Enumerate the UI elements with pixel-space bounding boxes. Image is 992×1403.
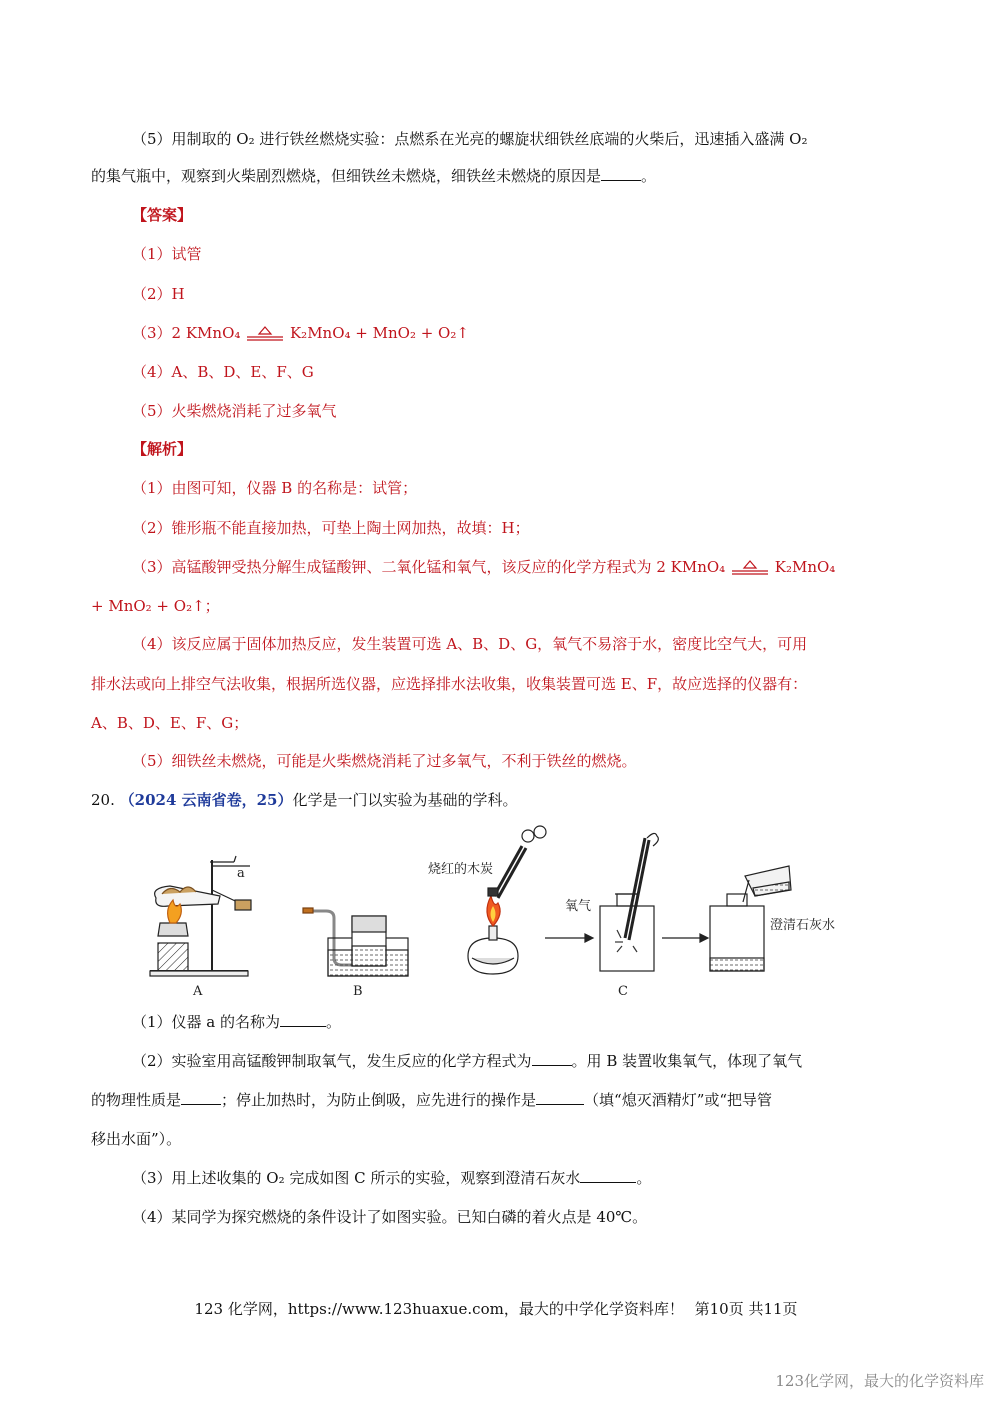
page-footer bbox=[0, 1298, 992, 1319]
analysis-3-line2: + MnO₂ + O₂↑； bbox=[91, 597, 220, 615]
heating-condition-icon bbox=[730, 559, 770, 577]
q20-sub2-line2 bbox=[91, 1089, 904, 1111]
q19-part5-line2 bbox=[91, 165, 904, 187]
q20-sub3-text: （3）用上述收集的 O₂ 完成如图 C 所示的实验，观察到澄清石灰水 bbox=[132, 1169, 581, 1187]
analysis-4-line3: A、B、D、E、F、G； bbox=[91, 714, 249, 732]
analysis-3-rhs: K₂MnO₄ bbox=[774, 558, 836, 576]
caption-a: A bbox=[193, 984, 203, 999]
apparatus-drawing bbox=[140, 818, 860, 1003]
analysis-2: （2）锥形瓶不能直接加热，可垫上陶土网加热，故填：H； bbox=[132, 519, 530, 537]
q20-sub2-line1 bbox=[132, 1050, 904, 1072]
punct: 。 bbox=[636, 1169, 652, 1187]
q20-sub2-text-d: ；停止加热时，为防止倒吸，应先进行的操作是 bbox=[221, 1091, 537, 1109]
apparatus-c-burner bbox=[468, 826, 546, 974]
arrow-2 bbox=[662, 934, 708, 942]
answer-2: （2）H bbox=[132, 285, 185, 303]
q19-part5-text: 的集气瓶中，观察到火柴剧烈燃烧，但细铁丝未燃烧，细铁丝未燃烧的原因是 bbox=[91, 167, 602, 185]
apparatus-b bbox=[303, 908, 408, 976]
caption-c: C bbox=[618, 984, 628, 999]
q20-source: （2024 云南省卷，25） bbox=[119, 791, 293, 809]
answer-blank bbox=[601, 166, 641, 181]
answer-blank bbox=[536, 1090, 584, 1105]
answer-4: （4）A、B、D、E、F、G bbox=[132, 363, 314, 381]
label-limewater: 澄清石灰水 bbox=[770, 918, 836, 933]
q20-sub3 bbox=[132, 1167, 904, 1189]
label-charcoal: 烧红的木炭 bbox=[428, 862, 494, 877]
analysis-3-lhs: （3）高锰酸钾受热分解生成锰酸钾、二氧化锰和氧气，该反应的化学方程式为 2 KMnO₄ bbox=[132, 558, 726, 576]
answer-heading: 【答案】 bbox=[132, 206, 193, 224]
q20-sub2-text-a: （2）实验室用高锰酸钾制取氧气，发生反应的化学方程式为 bbox=[132, 1052, 532, 1070]
answer-blank bbox=[580, 1168, 636, 1183]
analysis-1: （1）由图可知，仪器 B 的名称是：试管； bbox=[132, 479, 418, 497]
q20-stem-text: 化学是一门以实验为基础的学科。 bbox=[292, 791, 518, 809]
answer-1: （1）试管 bbox=[132, 245, 202, 263]
answer-5: （5）火柴燃烧消耗了过多氧气 bbox=[132, 402, 337, 420]
q20-sub2-text-c: 的物理性质是 bbox=[91, 1091, 182, 1109]
q19-part5-line1: （5）用制取的 O₂ 进行铁丝燃烧实验：点燃系在光亮的螺旋状细铁丝底端的火柴后，迅速插入盛满 O₂ bbox=[132, 130, 808, 148]
q20-sub2-text-e: （填“熄灭酒精灯”或“把导管 bbox=[584, 1091, 773, 1109]
punct: 。 bbox=[326, 1013, 342, 1031]
apparatus-a bbox=[150, 856, 251, 976]
arrow-1 bbox=[545, 934, 593, 942]
label-oxygen: 氧气 bbox=[565, 899, 592, 914]
apparatus-c-bottle bbox=[600, 833, 658, 971]
answer-3 bbox=[132, 322, 904, 344]
q20-number: 20. bbox=[91, 791, 115, 809]
answer-blank bbox=[280, 1012, 326, 1027]
caption-b: B bbox=[353, 984, 363, 999]
answer-3-rhs: K₂MnO₄ + MnO₂ + O₂↑ bbox=[289, 324, 469, 342]
watermark: 123化学网，最大的化学资料库 bbox=[775, 1372, 984, 1390]
analysis-4-line2: 排水法或向上排空气法收集，根据所选仪器，应选择排水法收集，收集装置可选 E、F，故应选择的仪器有： bbox=[91, 675, 808, 693]
answer-blank bbox=[532, 1051, 572, 1066]
q20-stem bbox=[91, 789, 904, 811]
analysis-heading: 【解析】 bbox=[132, 440, 193, 458]
footer-page-number: 第10页 共11页 bbox=[694, 1300, 798, 1318]
analysis-4-line1: （4）该反应属于固体加热反应，发生装置可选 A、B、D、G，氧气不易溶于水，密度比空气大，可用 bbox=[132, 635, 808, 653]
heating-condition-icon bbox=[245, 325, 285, 343]
q20-sub2-line3: 移出水面”）。 bbox=[91, 1130, 182, 1148]
q20-sub2-text-b: 。用 B 装置收集氧气，体现了氧气 bbox=[571, 1052, 803, 1070]
analysis-5: （5）细铁丝未燃烧，可能是火柴燃烧消耗了过多氧气，不利于铁丝的燃烧。 bbox=[132, 752, 637, 770]
q20-sub1-text: （1）仪器 a 的名称为 bbox=[132, 1013, 281, 1031]
analysis-3-line1 bbox=[132, 556, 904, 578]
footer-site: 123 化学网，https://www.123huaxue.com，最大的中学化学资料库！ bbox=[194, 1300, 684, 1318]
punct: 。 bbox=[641, 167, 657, 185]
q20-sub1 bbox=[132, 1011, 904, 1033]
answer-blank bbox=[181, 1090, 221, 1105]
experiment-figure bbox=[140, 818, 860, 1003]
label-a: a bbox=[237, 866, 245, 881]
q20-sub4: （4）某同学为探究燃烧的条件设计了如图实验。已知白磷的着火点是 40℃。 bbox=[132, 1208, 648, 1226]
answer-3-lhs: （3）2 KMnO₄ bbox=[132, 324, 241, 342]
